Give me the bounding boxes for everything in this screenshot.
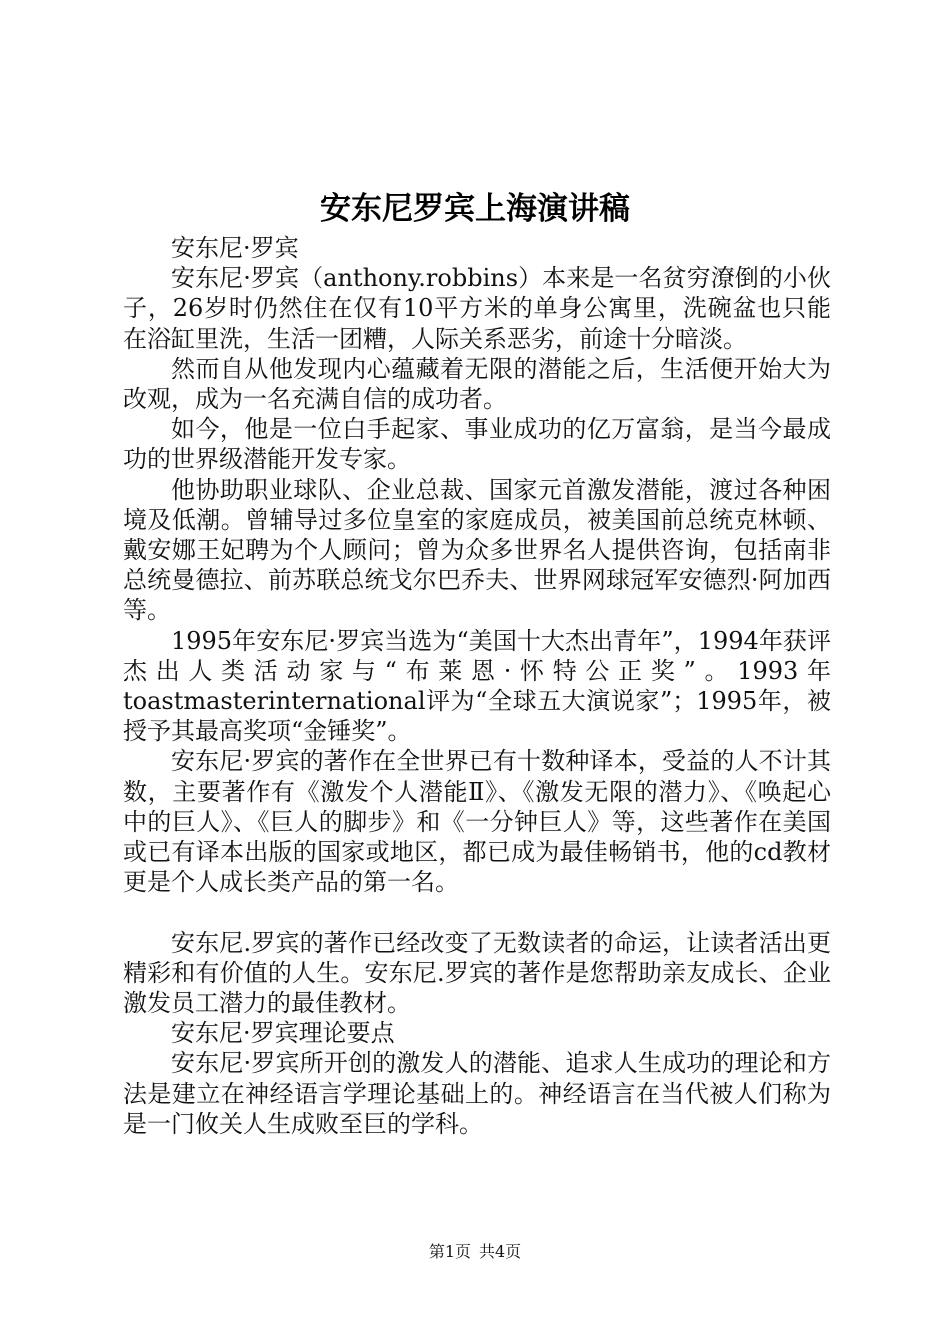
document-body	[123, 233, 831, 1139]
paragraph-clients: 他协助职业球队、企业总裁、国家元首激发潜能，渡过各种困境及低潮。曾辅导过多位皇室的家庭成员，被美国前总统克林顿、戴安娜王妃聘为个人顾问；曾为众多世界名人提供咨询，包括南非总统曼德拉、前苏联总统戈尔巴乔夫、世界网球冠军安德烈·阿加西等。	[123, 475, 831, 625]
paragraph-intro: 安东尼·罗宾（anthony.robbins）本来是一名贫穷潦倒的小伙子，26岁时仍然住在仅有10平方米的单身公寓里，洗碗盆也只能在浴缸里洗，生活一团糟，人际关系恶劣，前途十分暗淡。	[123, 264, 831, 353]
paragraph-turning-point: 然而自从他发现内心蕴藏着无限的潜能之后，生活便开始大为改观，成为一名充满自信的成功者。	[123, 354, 831, 414]
paragraph-impact: 安东尼.罗宾的著作已经改变了无数读者的命运，让读者活出更精彩和有价值的人生。安东尼.罗宾的著作是您帮助亲友成长、企业激发员工潜力的最佳教材。	[123, 928, 831, 1018]
paragraph-subtitle: 安东尼·罗宾	[171, 234, 299, 262]
document-title: 安东尼罗宾上海演讲稿	[320, 191, 630, 227]
paragraph-theory: 安东尼·罗宾所开创的激发人的潜能、追求人生成功的理论和方法是建立在神经语言学理论基础上的。神经语言在当代被人们称为是一门攸关人生成败至巨的学科。	[123, 1049, 831, 1138]
paragraph-today: 如今，他是一位白手起家、事业成功的亿万富翁，是当今最成功的世界级潜能开发专家。	[123, 415, 831, 474]
page-footer	[0, 1240, 950, 1264]
page-total: 共4页	[479, 1242, 522, 1261]
paragraph-books: 安东尼·罗宾的著作在全世界已有十数种译本，受益的人不计其数，主要著作有《激发个人潜能Ⅱ》、《激发无限的潜力》、《唤起心中的巨人》、《巨人的脚步》和《一分钟巨人》等，这些著作在美国或已有译本出版的国家或地区，都已成为最佳畅销书，他的cd教材更是个人成长类产品的第一名。	[123, 747, 831, 897]
paragraph-theory-heading: 安东尼·罗宾理论要点	[171, 1019, 395, 1048]
page-number: 第1页	[428, 1242, 471, 1261]
paragraph-awards: 1995年安东尼·罗宾当选为“美国十大杰出青年”，1994年获评杰出人类活动家与“布莱恩·怀特公正奖”。1993年toastmasterinternational评为“全球五大演说家”；1995年，被授予其最高奖项“金锤奖”。	[123, 626, 831, 746]
